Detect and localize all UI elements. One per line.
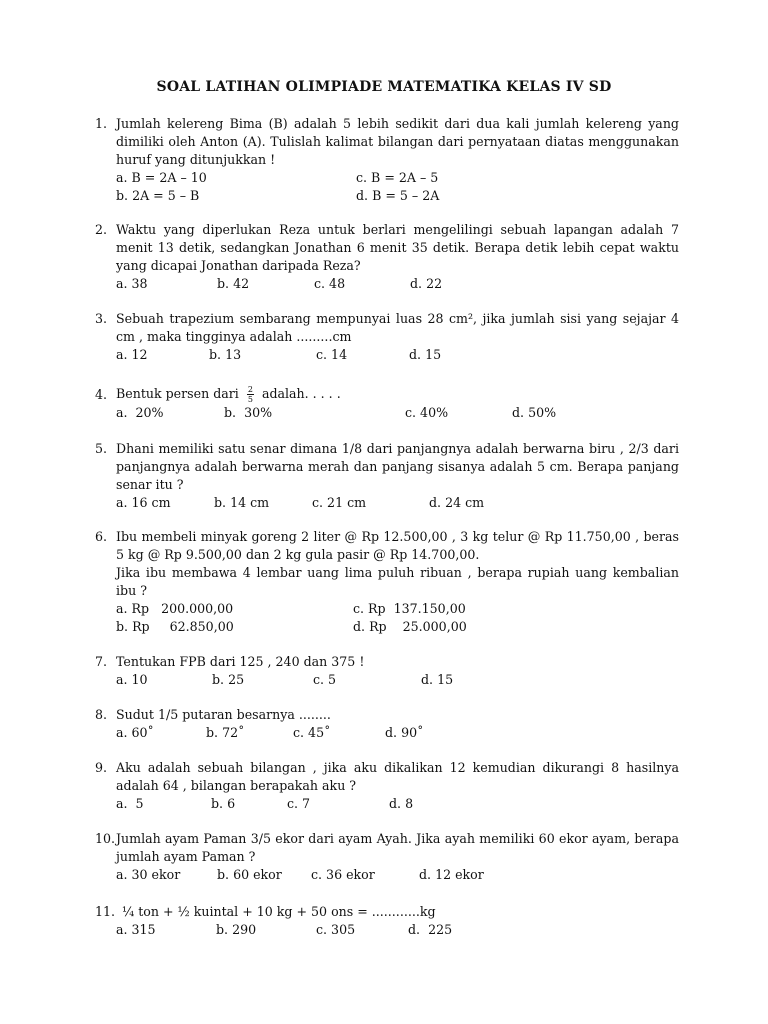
option-c: c. 305 <box>316 922 356 937</box>
option-a: a. 16 cm <box>116 495 171 510</box>
options-row <box>116 618 679 636</box>
option-d: d. 90˚ <box>385 725 424 740</box>
option-d: d. 15 <box>409 347 442 362</box>
option-c: c. 21 cm <box>312 495 367 510</box>
question-number: 1. <box>95 116 108 131</box>
option-c: c. 45˚ <box>293 725 331 740</box>
option-b: b. 30% <box>224 405 273 420</box>
options-row <box>116 671 679 689</box>
question-number: 9. <box>95 760 108 775</box>
option-d: d. 12 ekor <box>419 867 484 882</box>
option-a: a. 20% <box>116 405 164 420</box>
question-6 <box>95 528 679 636</box>
option-c: c. 14 <box>316 347 348 362</box>
options-row <box>116 187 679 205</box>
option-b: b. 42 <box>217 276 250 291</box>
fraction <box>247 385 254 404</box>
question-9 <box>95 759 679 813</box>
option-b: b. 25 <box>212 672 245 687</box>
question-number: 5. <box>95 441 108 456</box>
option-b: b. 14 cm <box>214 495 270 510</box>
option-a: a. 12 <box>116 347 148 362</box>
question-2 <box>95 221 679 293</box>
question-number: 8. <box>95 707 108 722</box>
question-3 <box>95 310 679 364</box>
option-b: b. 72˚ <box>206 725 245 740</box>
question-4 <box>95 382 679 422</box>
question-7 <box>95 653 679 689</box>
question-text: Sebuah trapezium sembarang mempunyai luas 28 cm², jika jumlah sisi yang sejajar 4 cm , maka tingginya adalah .........cm <box>116 311 679 344</box>
question-number: 2. <box>95 222 108 237</box>
option-c: c. B = 2A – 5 <box>356 170 439 185</box>
option-d: d. 50% <box>512 405 557 420</box>
question-1 <box>95 115 679 205</box>
option-a: a. 5 <box>116 796 144 811</box>
option-c: c. 36 ekor <box>311 867 375 882</box>
question-text: ¼ ton + ½ kuintal + 10 kg + 50 ons = ............kg <box>122 904 436 919</box>
question-text: Tentukan FPB dari 125 , 240 dan 375 ! <box>116 654 365 669</box>
options-row <box>116 346 679 364</box>
option-b: b. Rp 62.850,00 <box>116 619 234 634</box>
option-d: d. 225 <box>408 922 453 937</box>
question-number: 10. <box>95 831 116 846</box>
question-number: 6. <box>95 529 108 544</box>
options-row <box>116 866 679 884</box>
option-d: d. 15 <box>421 672 454 687</box>
question-5 <box>95 440 679 512</box>
question-text-2: Jika ibu membawa 4 lembar uang lima puluh ribuan , berapa rupiah uang kembalian ibu ? <box>116 565 679 598</box>
option-b: b. 290 <box>216 922 257 937</box>
option-c: c. 40% <box>405 405 449 420</box>
question-text: Ibu membeli minyak goreng 2 liter @ Rp 12.500,00 , 3 kg telur @ Rp 11.750,00 , beras 5 kg @ Rp 9.500,00 dan 2 kg gula pasir @ Rp 14.700,00. <box>116 529 679 562</box>
question-number: 4. <box>95 387 108 402</box>
page-title: SOAL LATIHAN OLIMPIADE MATEMATIKA KELAS IV SD <box>156 79 612 95</box>
fraction-numerator: 2 <box>247 385 253 394</box>
option-b: b. 2A = 5 – B <box>116 188 200 203</box>
option-d: d. 24 cm <box>429 495 485 510</box>
option-c: c. 7 <box>287 796 311 811</box>
question-number: 7. <box>95 654 108 669</box>
option-c: c. Rp 137.150,00 <box>353 601 466 616</box>
option-a: a. 30 ekor <box>116 867 181 882</box>
options-row <box>116 795 679 813</box>
option-a: a. Rp 200.000,00 <box>116 601 234 616</box>
option-b: b. 6 <box>211 796 236 811</box>
question-number: 3. <box>95 311 108 326</box>
option-a: a. 10 <box>116 672 148 687</box>
question-number: 11. <box>95 904 116 919</box>
question-text: Waktu yang diperlukan Reza untuk berlari mengelilingi sebuah lapangan adalah 7 menit 13 detik, sedangkan Jonathan 6 menit 35 detik. Berapa detik lebih cepat waktu yang dicapai Jonathan daripada Reza? <box>116 222 679 273</box>
option-b: b. 13 <box>209 347 242 362</box>
option-d: d. 8 <box>389 796 414 811</box>
question-text: Bentuk persen dari <box>116 386 239 401</box>
options-row <box>116 494 679 512</box>
options-row <box>116 275 679 293</box>
question-11 <box>95 903 679 939</box>
options-row <box>116 404 679 422</box>
option-d: d. B = 5 – 2A <box>356 188 440 203</box>
option-a: a. B = 2A – 10 <box>116 170 207 185</box>
option-a: a. 315 <box>116 922 156 937</box>
question-text: Jumlah kelereng Bima (B) adalah 5 lebih sedikit dari dua kali jumlah kelereng yang dimiliki oleh Anton (A). Tulislah kalimat bilangan dari pernyataan diatas menggunakan huruf yang ditunjukkan ! <box>116 116 679 167</box>
option-b: b. 60 ekor <box>217 867 282 882</box>
fraction-denominator: 5 <box>247 395 253 404</box>
question-8 <box>95 706 679 742</box>
question-10 <box>95 830 679 884</box>
question-text: Sudut 1/5 putaran besarnya ........ <box>116 707 331 722</box>
option-a: a. 60˚ <box>116 725 154 740</box>
options-row <box>116 921 679 939</box>
question-text-end: adalah. . . . . <box>261 386 341 401</box>
option-c: c. 5 <box>313 672 337 687</box>
question-text: Jumlah ayam Paman 3/5 ekor dari ayam Ayah. Jika ayah memiliki 60 ekor ayam, berapa jumlah ayam Paman ? <box>116 831 679 864</box>
question-text: Aku adalah sebuah bilangan , jika aku dikalikan 12 kemudian dikurangi 8 hasilnya adalah 64 , bilangan berapakah aku ? <box>116 760 679 793</box>
option-a: a. 38 <box>116 276 148 291</box>
option-d: d. Rp 25.000,00 <box>353 619 467 634</box>
option-c: c. 48 <box>314 276 346 291</box>
option-d: d. 22 <box>410 276 443 291</box>
options-row <box>116 724 679 742</box>
question-text: Dhani memiliki satu senar dimana 1/8 dari panjangnya adalah berwarna biru , 2/3 dari panjangnya adalah berwarna merah dan panjang sisanya adalah 5 cm. Berapa panjang senar itu ? <box>116 441 679 492</box>
options-row <box>116 169 679 187</box>
options-row <box>116 600 679 618</box>
